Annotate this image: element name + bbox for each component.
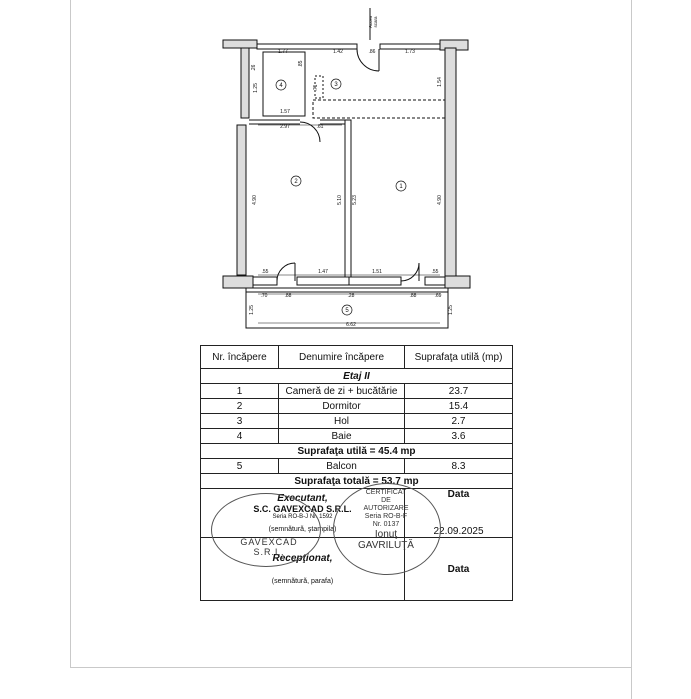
table-row [201, 429, 513, 444]
dim-h-mid-b: 5.23 [352, 195, 358, 205]
dim-bot-2: 1.47 [318, 269, 328, 275]
room-4-number: 4 [279, 83, 283, 89]
dim-bot-3: 1.51 [372, 269, 382, 275]
room-nr: 1 [201, 384, 279, 399]
floor-plan [0, 0, 691, 345]
room-1-number: 1 [399, 184, 403, 190]
date-value: 22.09.2025 [433, 526, 484, 537]
usable-total-row [201, 444, 513, 459]
authorization-stamp-text: CERTIFICAT DE AUTORIZARE Seria RO-B-F Nr. 0137 Ionuţ GAVRILUŢĂ [358, 489, 414, 551]
table-row [201, 384, 513, 399]
dim-r4-w2: .85 [298, 60, 304, 68]
room-5-number: 5 [345, 308, 349, 314]
dim-mid-2: .61 [316, 124, 324, 130]
floor-row [201, 369, 513, 384]
grand-total: Suprafaţa totală = 53.7 mp [201, 474, 513, 489]
dim-bal-2: .88 [284, 293, 292, 299]
company-series: Seria RO-B-J Nr. 1592 [272, 514, 333, 520]
dim-mid-1: 2.97 [280, 124, 290, 130]
table-row [201, 414, 513, 429]
sign-note: (semnătură, ştampila) [268, 526, 337, 533]
company-stamp-text: GAVEXCAD S.R.L. [240, 537, 298, 557]
dim-side-small: .26 [251, 64, 257, 72]
scan-frame-bottom [70, 667, 632, 668]
dim-h-left: 4.90 [252, 195, 258, 205]
dim-bal-4: .88 [409, 293, 417, 299]
executant-row [201, 489, 513, 538]
table-header-row [201, 346, 513, 369]
room-nr: 3 [201, 414, 279, 429]
room-nr: 2 [201, 399, 279, 414]
dim-bal-1: .70 [260, 293, 268, 299]
room-area: 23.7 [405, 384, 513, 399]
dim-bal-width: 6.62 [346, 322, 356, 328]
room-nr: 4 [201, 429, 279, 444]
header-area: Suprafaţa utilă (mp) [405, 346, 513, 369]
room-name: Cameră de zi + bucătărie [279, 384, 405, 399]
room-area: 2.7 [405, 414, 513, 429]
dim-bot-1: .55 [261, 269, 269, 275]
dim-bot-4: .55 [431, 269, 439, 275]
dim-top-1: 1.77 [278, 49, 288, 55]
dim-r3-a: .71 [313, 84, 319, 92]
dim-bal-h-right: 1.25 [448, 305, 454, 315]
header-nr: Nr. încăpere [201, 346, 279, 369]
balcony-area: 8.3 [405, 459, 513, 474]
room-2-number: 2 [294, 179, 298, 185]
executant-cell [201, 489, 414, 557]
company-name: S.C. GAVEXCAD S.R.L. [253, 504, 352, 514]
room-name: Dormitor [279, 399, 405, 414]
receptionat-label: Recepţionat, [272, 553, 333, 564]
rooms-table [200, 345, 513, 601]
dim-bal-h-left: 1.25 [249, 305, 255, 315]
usable-total: Suprafaţa utilă = 45.4 mp [201, 444, 513, 459]
dim-h-right: 4.90 [437, 195, 443, 205]
room-name: Hol [279, 414, 405, 429]
dim-top-4: 1.73 [405, 49, 415, 55]
balcony-nr: 5 [201, 459, 279, 474]
table-row [201, 399, 513, 414]
dim-bal-5: .69 [434, 293, 442, 299]
room-area: 15.4 [405, 399, 513, 414]
balcony-row [201, 459, 513, 474]
sign-note-2: (semnătură, parafa) [271, 578, 334, 585]
dim-r4-w: 1.57 [280, 109, 290, 115]
floor-label: Etaj II [201, 369, 513, 384]
room-3-number: 3 [334, 82, 338, 88]
dim-h-mid-a: 5.10 [337, 195, 343, 205]
room-name: Baie [279, 429, 405, 444]
access-sublabel: scara [373, 16, 378, 28]
dim-top-3: .86 [368, 49, 376, 55]
room-area: 3.6 [405, 429, 513, 444]
executant-label: Executant, [277, 493, 328, 504]
dim-r3-b: 1.54 [437, 77, 443, 87]
access-label: Acces [368, 15, 373, 29]
data-label-2: Data [447, 563, 470, 575]
header-name: Denumire încăpere [279, 346, 405, 369]
dim-bal-3: .28 [347, 293, 355, 299]
balcony-name: Balcon [279, 459, 405, 474]
grand-total-row [201, 474, 513, 489]
dim-top-2: 1.42 [333, 49, 343, 55]
dim-r4-h: 1.25 [253, 83, 259, 93]
data-label: Data [447, 489, 470, 500]
